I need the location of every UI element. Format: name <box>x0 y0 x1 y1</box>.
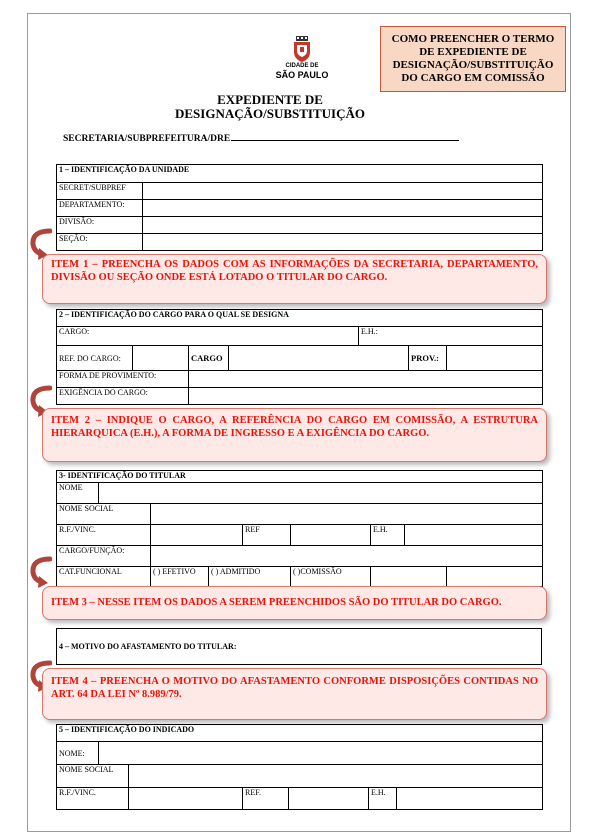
cat-extra-field-2[interactable] <box>447 567 543 587</box>
rf-label: R.F./VINC. <box>57 525 151 546</box>
comissao-option[interactable]: ( )COMISSÃO <box>291 567 371 587</box>
title-line-2: DESIGNAÇÃO/SUBSTITUIÇÃO <box>175 106 365 121</box>
indicado-ref-label: REF. <box>243 788 289 810</box>
section-4-field[interactable] <box>57 629 542 665</box>
title-line-1: EXPEDIENTE DE <box>217 92 323 107</box>
curved-arrow-icon <box>28 556 52 590</box>
note-item-4 <box>42 668 547 720</box>
eh-field[interactable] <box>359 327 543 346</box>
note-item-3-text: ITEM 3 – NESSE ITEM OS DADOS A SEREM PREENCHIDOS SÃO DO TITULAR DO CARGO. <box>51 597 502 608</box>
cargo-funcao-label: CARGO/FUNÇÃO: <box>57 546 151 567</box>
cargo-bold-label: CARGO <box>189 346 229 371</box>
note-item-3 <box>42 586 547 620</box>
indicado-rf-field[interactable] <box>129 788 243 810</box>
departamento-field[interactable] <box>143 200 543 217</box>
cargo-type-field[interactable] <box>229 346 409 371</box>
section-1-title: 1 – IDENTIFICAÇÃO DA UNIDADE <box>57 165 543 183</box>
cat-extra-field[interactable] <box>371 567 447 587</box>
ref-label: REF <box>243 525 291 546</box>
section-2-title: 2 – IDENTIFICAÇÃO DO CARGO PARA O QUAL SE DESIGNA <box>57 310 543 327</box>
nome-social-field[interactable] <box>151 504 543 525</box>
exigencia-label: EXIGÊNCIA DO CARGO: <box>57 388 189 405</box>
cargo-field[interactable] <box>57 327 359 346</box>
note-item-4-text: ITEM 4 – PREENCHA O MOTIVO DO AFASTAMENTO CONFORME DISPOSIÇÕES CONTIDAS NO ART. 64 DA LEI Nº 8.989/79. <box>51 676 538 700</box>
note-item-1-text: ITEM 1 – PREENCHA OS DADOS COM AS INFORMAÇÕES DA SECRETARIA, DEPARTAMENTO, DIVISÃO OU SEÇÃO ONDE ESTÁ LOTADO O TITULAR DO CARGO. <box>51 259 538 283</box>
secret-label: SECRET/SUBPREF <box>57 183 143 200</box>
section-5-table <box>56 724 543 810</box>
indicado-nome-social-label: NOME SOCIAL <box>57 765 129 788</box>
section-3-title: 3- IDENTIFICAÇÃO DO TITULAR <box>57 471 543 483</box>
note-item-1 <box>42 254 547 304</box>
secretaria-field <box>63 132 459 144</box>
indicado-eh-field[interactable] <box>397 788 543 810</box>
section-3-table <box>56 470 543 587</box>
divisao-label: DIVISÃO: <box>57 217 143 234</box>
note-item-2 <box>42 408 547 462</box>
city-logo <box>272 36 332 80</box>
indicado-nome-field[interactable] <box>99 742 543 765</box>
logo-city-name: SÃO PAULO <box>275 70 329 80</box>
secret-field[interactable] <box>143 183 543 200</box>
note-item-2-text: ITEM 2 – INDIQUE O CARGO, A REFERÊNCIA DO CARGO EM COMISSÃO, A ESTRUTURA HIERARQUICA (E.H.), A FORMA DE INGRESSO E A EXIGÊNCIA DO CARGO. <box>51 415 538 439</box>
secao-label: SEÇÃO: <box>57 234 143 251</box>
how-to-fill-text: COMO PREENCHER O TERMO DE EXPEDIENTE DE DESIGNAÇÃO/SUBSTITUIÇÃO DO CARGO EM COMISSÃO <box>391 33 555 84</box>
efetivo-option[interactable]: ( ) EFETIVO <box>151 567 209 587</box>
ref-cargo-label: REF. DO CARGO: <box>57 346 133 371</box>
secretaria-underline[interactable] <box>231 132 459 141</box>
eh3-label: E.H. <box>371 525 405 546</box>
indicado-ref-field[interactable] <box>289 788 369 810</box>
nome-label: NOME <box>57 483 99 504</box>
prov-field[interactable] <box>447 346 543 371</box>
indicado-nome-label: NOME: <box>57 742 99 765</box>
secao-field[interactable] <box>143 234 543 251</box>
secretaria-label: SECRETARIA/SUBPREFEITURA/DRE <box>63 134 231 144</box>
logo-city-label: CIDADE DE <box>285 63 319 69</box>
prov-label: PROV.: <box>409 346 447 371</box>
indicado-nome-social-field[interactable] <box>129 765 543 788</box>
section-4-table <box>56 628 542 665</box>
section-2-table <box>56 309 543 405</box>
indicado-eh-label: E.H. <box>369 788 397 810</box>
cat-funcional-label: CAT.FUNCIONAL <box>57 567 151 587</box>
document-title <box>170 93 370 121</box>
divisao-field[interactable] <box>143 217 543 234</box>
rf-field[interactable] <box>151 525 243 546</box>
nome-social-label: NOME SOCIAL <box>57 504 151 525</box>
departamento-label: DEPARTAMENTO: <box>57 200 143 217</box>
forma-label: FORMA DE PROVIMENTO: <box>57 371 189 388</box>
cargo-label: CARGO: <box>59 327 90 336</box>
eh3-field[interactable] <box>405 525 543 546</box>
cargo-funcao-field[interactable] <box>151 546 543 567</box>
coat-of-arms-icon <box>292 36 312 62</box>
how-to-fill-box <box>380 26 566 92</box>
section-1-table <box>56 164 543 251</box>
ref-cargo-field[interactable] <box>133 346 189 371</box>
forma-field[interactable] <box>189 371 543 388</box>
section-5-title: 5 – IDENTIFICAÇÃO DO INDICADO <box>57 725 543 742</box>
nome-field[interactable] <box>99 483 543 504</box>
admitido-option[interactable]: ( ) ADMITIDO <box>209 567 291 587</box>
exigencia-field[interactable] <box>189 388 543 405</box>
indicado-rf-label: R.F./VINC. <box>57 788 129 810</box>
section-4-title: 4 – MOTIVO DO AFASTAMENTO DO TITULAR: <box>59 642 237 651</box>
ref-field[interactable] <box>291 525 371 546</box>
eh-label: E.H.: <box>361 327 378 336</box>
